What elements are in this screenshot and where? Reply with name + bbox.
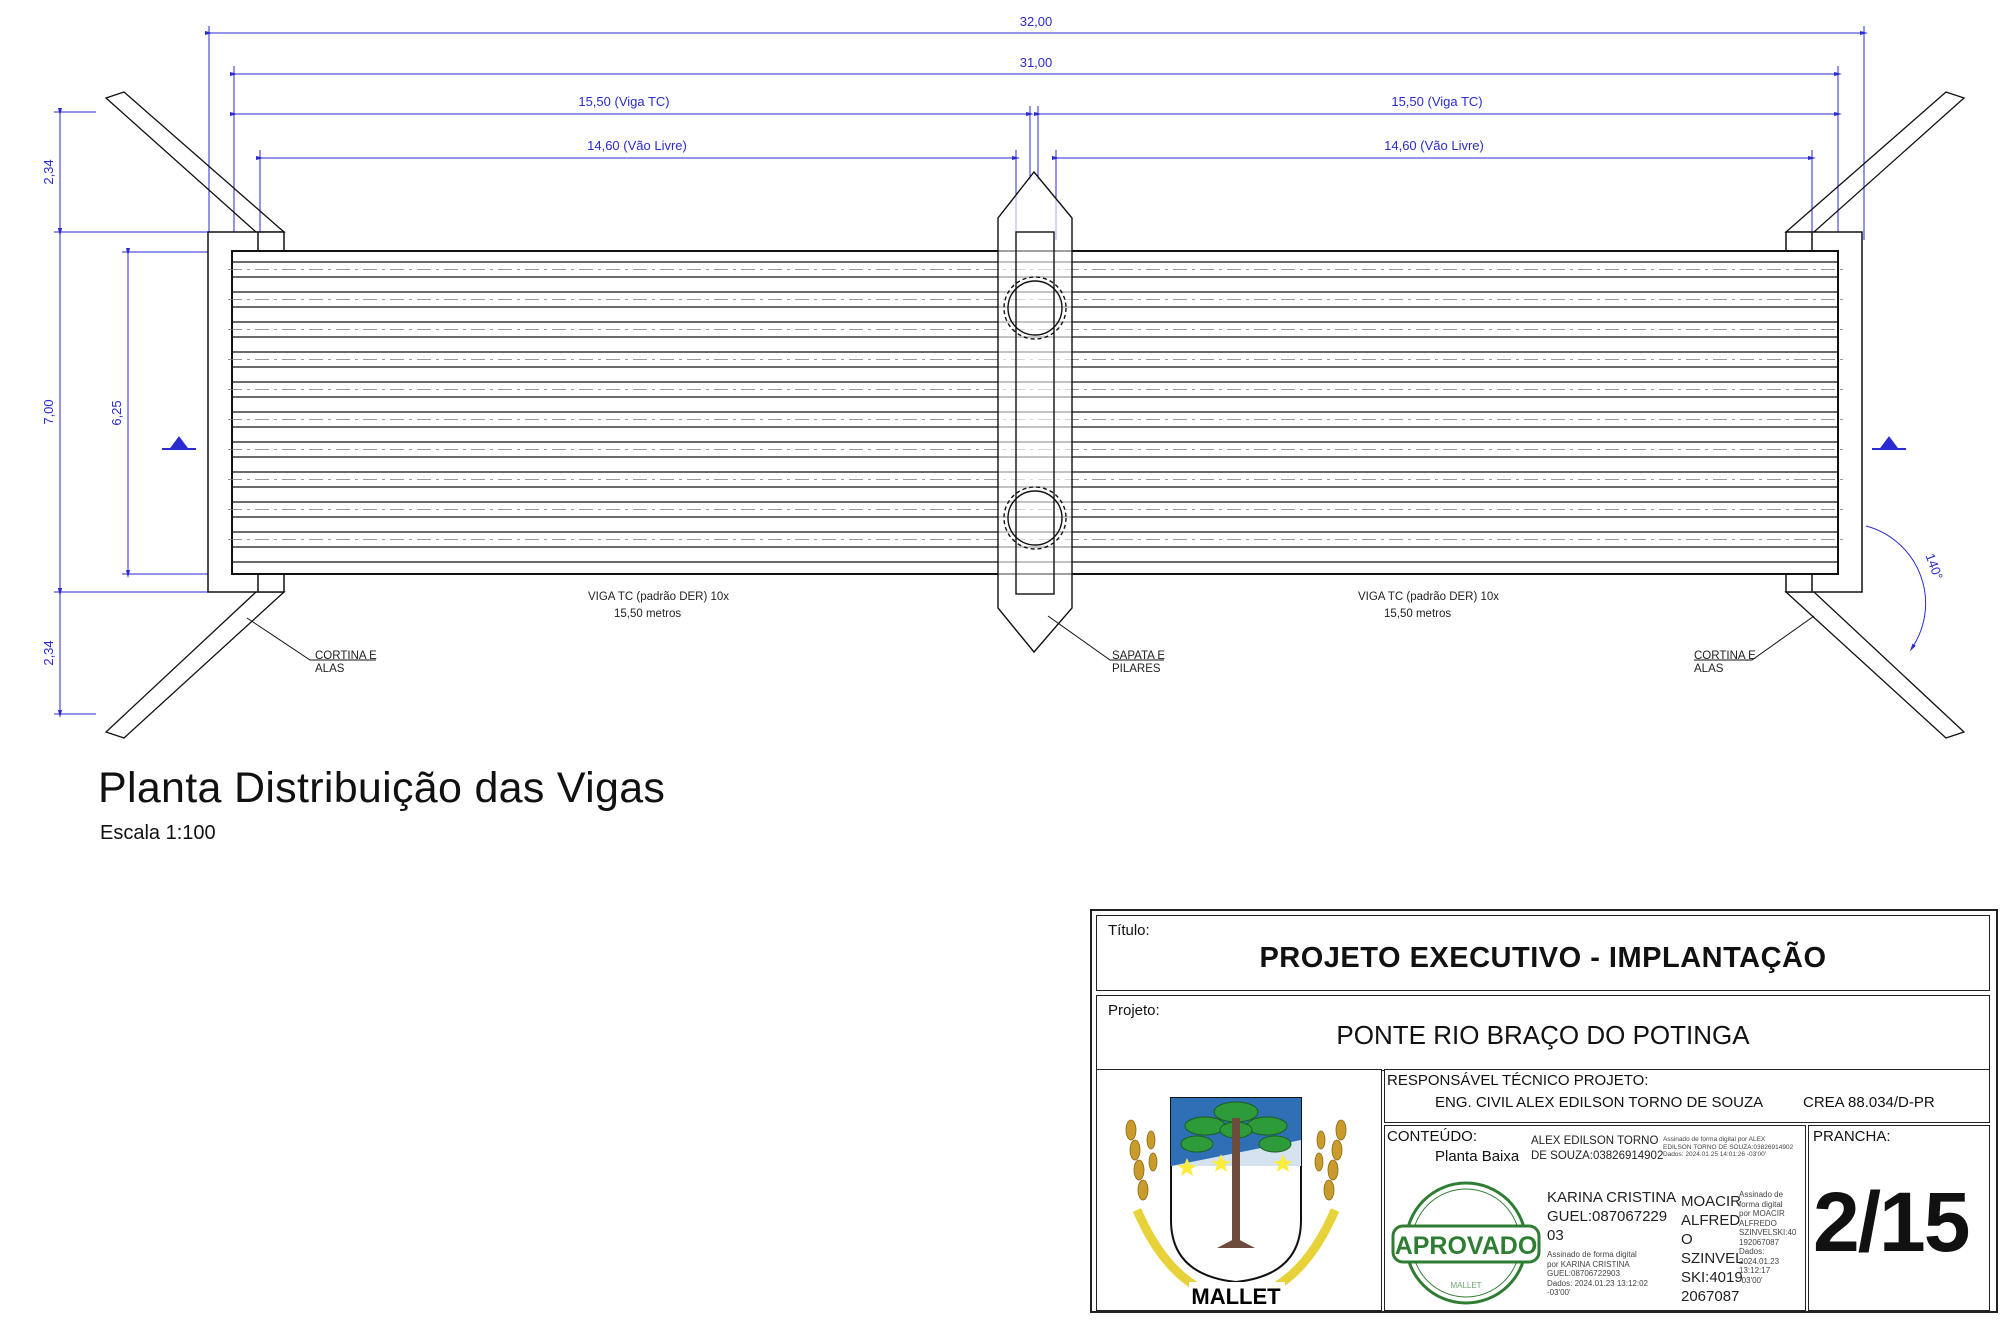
title-block [1090,909,1998,1313]
dim-clear-right: 14,60 (Vão Livre) [1384,138,1484,153]
signature-alex-note3: Dados: 2024.01.25 14:01:26 -03'00' [1663,1151,1766,1158]
signature-moacir-note [1739,1190,1796,1285]
signature-karina-line2: GUEL:087067229 [1547,1208,1668,1225]
note-pier-l1: SAPATA E [1112,650,1166,662]
signature-karina-note2: por KARINA CRISTINA [1547,1259,1630,1269]
dim-span-right: 15,50 (Viga TC) [1391,94,1483,109]
signature-moacir [1681,1192,1744,1306]
responsible-label: RESPONSÁVEL TÉCNICO PROJETO: [1387,1072,1649,1089]
content-label: CONTEÚDO: [1387,1128,1477,1145]
stamp-text: APROVADO [1394,1232,1538,1260]
signature-karina-line1: KARINA CRISTINA [1547,1189,1677,1206]
project-title: PROJETO EXECUTIVO - IMPLANTAÇÃO [1259,942,1827,974]
signature-moacir-line2: ALFRED [1681,1212,1741,1229]
dim-deck-width: 6,25 [109,400,124,426]
stamp-small-text: MALLET [1450,1281,1482,1290]
signature-moacir-line3: O [1681,1231,1693,1248]
signature-moacir-note9: 13:12:17 [1739,1266,1771,1275]
content-section [1384,1125,1806,1311]
approved-stamp [1391,1178,1541,1308]
note-beams-left-l1: VIGA TC (padrão DER) 10x [588,591,730,603]
note-beams-right-l2: 15,50 metros [1384,608,1452,620]
signature-alex-note [1663,1136,1793,1159]
plan-title: Planta Distribuição das Vigas [98,764,666,812]
content-value: Planta Baixa [1435,1148,1520,1165]
dim-overall: 32,00 [1019,14,1053,29]
plan-scale: Escala 1:100 [100,822,216,844]
signature-karina [1547,1188,1676,1245]
signature-moacir-note8: 2024.01.23 [1739,1256,1780,1266]
title-label: Título: [1108,922,1150,939]
signature-moacir-note6: 192067087 [1739,1237,1780,1247]
signature-moacir-line5: SKI:4019 [1681,1269,1743,1286]
signature-karina-note [1547,1250,1648,1298]
note-abutment-right-l1: CORTINA E [1694,650,1756,662]
signature-moacir-line1: MOACIR [1681,1193,1741,1210]
signature-karina-note4: Dados: 2024.01.23 13:12:02 [1547,1278,1648,1288]
signature-alex-note2: EDILSON TORNO DE SOUZA:03826914902 [1663,1143,1794,1151]
project-section [1096,995,1990,1071]
sheet-section [1808,1125,1990,1311]
signature-alex [1531,1134,1663,1164]
signature-moacir-note5: SZINVELSKI:40 [1739,1228,1797,1237]
logo-text: MALLET [1191,1284,1281,1306]
signature-alex-line2: DE SOUZA:03826914902 [1531,1150,1664,1162]
section-marker-right [1872,437,1906,449]
crea-number: CREA 88.034/D-PR [1803,1094,1935,1111]
signature-karina-note1: Assinado de forma digital [1547,1250,1637,1259]
dim-wing-top: 2,34 [41,159,56,185]
note-abutment-left-l1: CORTINA E [315,650,377,662]
signature-alex-note1: Assinado de forma digital por ALEX [1663,1136,1766,1143]
signature-moacir-line4: SZINVEL [1681,1250,1744,1267]
signature-moacir-note1: Assinado de [1739,1190,1784,1199]
sheet-label: PRANCHA: [1813,1128,1891,1145]
responsible-section [1384,1069,1990,1123]
signature-moacir-note3: por MOACIR [1739,1209,1785,1218]
sheet-number: 2/15 [1813,1175,1969,1269]
pier [998,172,1072,652]
coat-of-arms-icon [1097,1070,1377,1306]
dim-angle: 140° [1922,551,1946,582]
project-name: PONTE RIO BRAÇO DO POTINGA [1336,1020,1750,1050]
dim-wing-bottom: 2,34 [41,640,56,666]
signature-karina-note3: GUEL:08706722903 [1547,1269,1620,1278]
municipal-logo [1096,1069,1382,1311]
note-beams-right-l1: VIGA TC (padrão DER) 10x [1358,591,1500,603]
note-abutment-right-l2: ALAS [1694,663,1724,675]
signature-alex-line1: ALEX EDILSON TORNO [1531,1135,1659,1147]
note-beams-left-l2: 15,50 metros [614,608,682,620]
dim-total: 31,00 [1019,55,1053,70]
project-label: Projeto: [1108,1002,1160,1019]
signature-moacir-note4: ALFREDO [1739,1218,1777,1228]
note-pier-l2: PILARES [1112,663,1161,675]
responsible-name: ENG. CIVIL ALEX EDILSON TORNO DE SOUZA [1435,1094,1764,1111]
signature-moacir-line6: 2067087 [1681,1288,1740,1305]
note-abutment-left-l2: ALAS [315,663,345,675]
dim-width: 7,00 [41,399,56,425]
dim-clear-left: 14,60 (Vão Livre) [587,138,687,153]
section-marker-left [162,437,196,449]
signature-karina-note5: -03'00' [1547,1288,1571,1297]
signature-moacir-note2: forma digital [1739,1199,1783,1209]
dim-span-left: 15,50 (Viga TC) [578,94,670,109]
signature-moacir-note7: Dados: [1739,1247,1765,1256]
signature-moacir-note10: -03'00' [1739,1275,1763,1285]
signature-karina-line3: 03 [1547,1227,1564,1244]
title-section [1096,915,1990,991]
